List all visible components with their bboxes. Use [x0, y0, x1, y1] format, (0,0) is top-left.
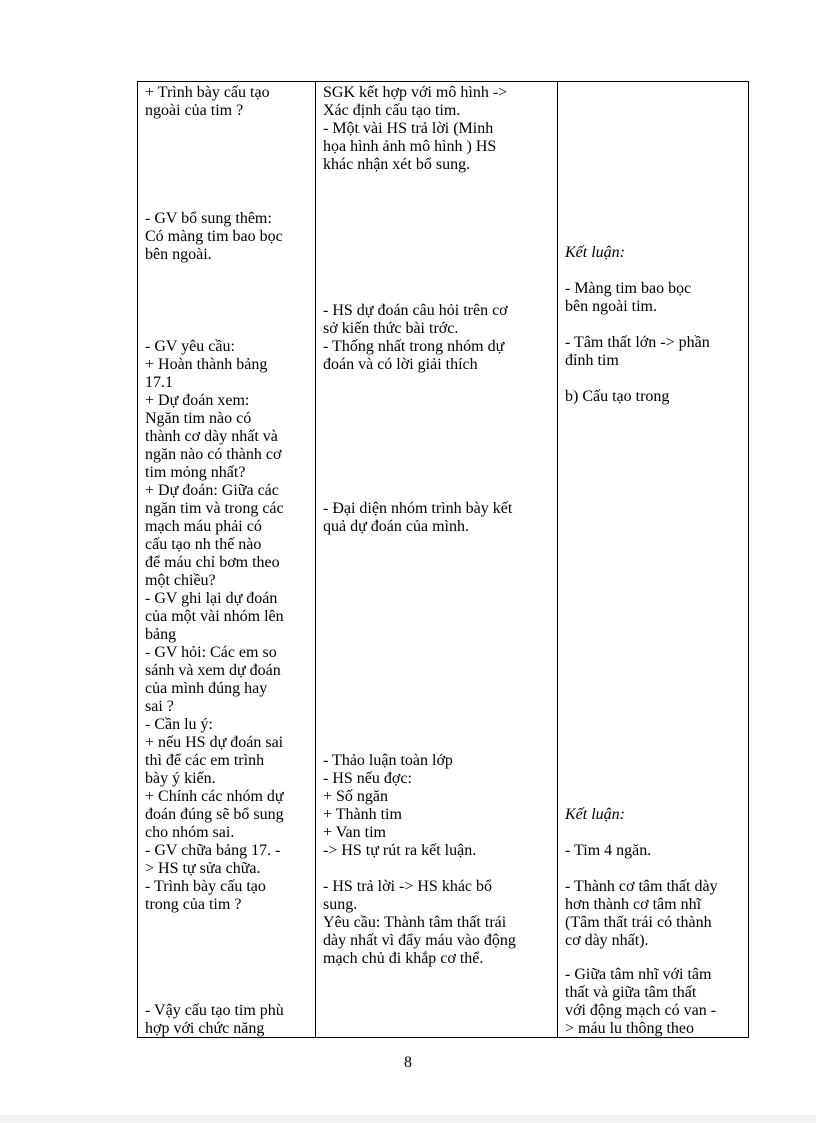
col1-text: - GV yêu cầu: + Hoàn thành bảng 17.1 + Dự đoán xem: Ngăn tim nào có thành cơ dày nhất và ngăn nào có thành cơ tim mỏng nhất? + Dự đoán: Giữa các ngăn tim và trong các mạch máu phải có cấu tạo nh thế nào để máu chỉ bơm theo một chiều? - GV ghi lại dự đoán của một vài nhóm lên bảng - GV hỏi: Các em so sánh và xem dự đoán của mình đúng hay sai ? - Cần lu ý: + nếu HS dự đoán sai thì để các em trình bày ý kiến. + Chính các nhóm dự đoán đúng sẽ bổ sung cho nhóm sai. - GV chữa bảng 17. - > HS tự sửa chữa. - Trình bày cấu tạo trong của tim ?: [145, 338, 284, 913]
page-footer-band: [0, 1115, 816, 1123]
col2-text: SGK kết hợp với mô hình -> Xác định cấu tạo tim. - Một vài HS trả lời (Minh họa hình ảnh mô hình ) HS khác nhận xét bổ sung.: [323, 84, 508, 173]
col3-text: - Thành cơ tâm thất dày hơn thành cơ tâm nhĩ (Tâm thất trái có thành cơ dày nhất).: [565, 878, 718, 949]
col3-text: - Tim 4 ngăn.: [565, 842, 652, 859]
col3-text: - Màng tim bao bọc bên ngoài tim.: [565, 280, 692, 315]
content-column: [558, 82, 748, 1037]
page-number: 8: [404, 1054, 412, 1071]
col2-text: - HS trả lời -> HS khác bổ sung. Yêu cầu: Thành tâm thất trái dày nhất vì đẩy máu vào động mạch chủ đi khắp cơ thể.: [323, 878, 516, 967]
col1-text: - GV bổ sung thêm: Có màng tim bao bọc bên ngoài.: [145, 210, 283, 263]
lesson-table: [137, 81, 749, 1038]
col2-text: - HS dự đoán câu hỏi trên cơ sở kiến thức bài trớc. - Thống nhất trong nhóm dự đoán và có lời giải thích: [323, 302, 508, 373]
col1-text: + Trình bày cấu tạo ngoài của tim ?: [145, 84, 270, 119]
conclusion-label: Kết luận:: [565, 244, 625, 261]
col1-text: - Vậy cấu tạo tim phù hợp với chức năng: [145, 1002, 284, 1037]
teacher-activity-column: [138, 82, 315, 1037]
col2-text: - Thảo luận toàn lớp - HS nếu đợc: + Số ngăn + Thành tim + Van tim -> HS tự rút ra kết luận.: [323, 752, 477, 859]
col2-text: - Đại diện nhóm trình bày kết quả dự đoán của mình.: [323, 500, 513, 535]
conclusion-label: Kết luận:: [565, 806, 625, 823]
section-heading: b) Cấu tạo trong: [565, 388, 670, 405]
col3-text: - Tâm thất lớn -> phần đỉnh tim: [565, 334, 710, 369]
col3-text: - Giữa tâm nhĩ với tâm thất và giữa tâm thất với động mạch có van - > máu lu thông theo: [565, 966, 717, 1037]
student-activity-column: [316, 82, 557, 1037]
